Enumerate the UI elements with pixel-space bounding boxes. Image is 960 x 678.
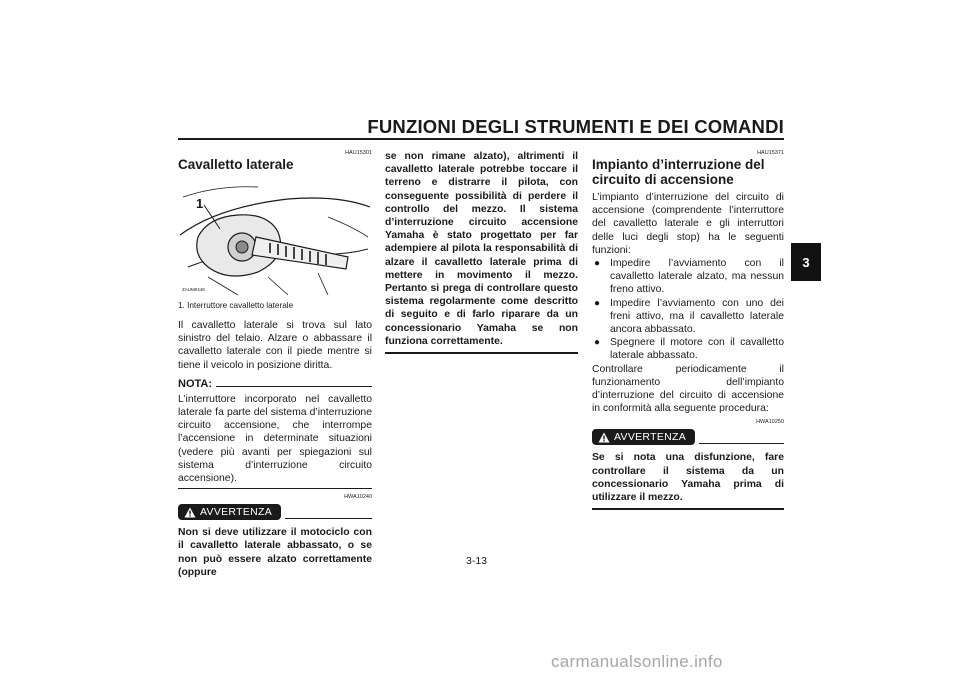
figure-callout-label: 1 [196, 196, 204, 211]
warning-end-rule [592, 508, 784, 510]
warning-text-continued: se non rimane alzato), altrimenti il cavalletto laterale potrebbe toccare il terreno e distrarre il pilota, con conseguente possibilità di perdere il controllo del mezzo. Il sistema d’interruzione circuito accensione Yamaha è stato progettato per far adempiere al pilota la responsabilità di alzare il cavalletto laterale prima di mettere in movimento il mezzo. Pertanto si prega di controllare questo sistema regolarmente come descritto di seguito e di farlo riparare da un concessionario Yamaha se non funziona correttamente. [385, 151, 578, 347]
warning-badge [592, 429, 695, 445]
section-code: HAU15371 [757, 150, 784, 156]
list-item: ● Impedire l’avviamento con il cavalletto laterale alzato, ma nessun freno attivo. [594, 258, 784, 296]
page-title: FUNZIONI DEGLI STRUMENTI E DEI COMANDI [367, 116, 784, 137]
column-middle [385, 150, 578, 354]
list-item: ● Spegnere il motore con il cavalletto laterale abbassato. [594, 337, 784, 362]
ignition-intro: L’impianto d’interruzione del circuito di accensione (comprendente l’interruttore del cavalletto laterale e gli interruttori delle luci degli stop) ha le seguenti funzioni: [592, 192, 784, 256]
side-stand-body: Il cavalletto laterale si trova sul lato sinistro del telaio. Alzare o abbassare il cavalletto laterale con il piede mentre si tiene il veicolo in posizione diritta. [178, 320, 372, 371]
warning-header [178, 504, 372, 520]
column-right [592, 150, 784, 510]
warning-end-rule [385, 352, 578, 354]
function-list [592, 257, 784, 363]
bullet-icon: ● [594, 297, 601, 309]
bullet-icon: ● [594, 258, 601, 270]
title-rule [178, 138, 784, 140]
warning-text: Se si nota una disfunzione, fare controllare il sistema da un concessionario Yamaha prima di utilizzare il mezzo. [592, 452, 784, 504]
section-title-side-stand: Cavalletto laterale [178, 157, 294, 172]
warning-header [592, 429, 784, 445]
warning-code: HWA10240 [344, 494, 372, 501]
figure-code: ZAUM0448 [182, 287, 205, 292]
bullet-icon: ● [594, 337, 601, 349]
list-item: ● Impedire l’avviamento con uno dei freni attivo, ma il cavalletto laterale ancora abbassato. [594, 297, 784, 336]
chapter-tab: 3 [791, 243, 821, 281]
warning-badge [178, 504, 281, 520]
warning-text: Non si deve utilizzare il motociclo con il cavalletto laterale abbassato, o se non può essere alzato correttamente (oppure [178, 527, 372, 578]
section-code: HAU15301 [345, 150, 372, 156]
figure-caption: 1. Interruttore cavalletto laterale [178, 301, 294, 310]
warning-label: AVVERTENZA [614, 431, 687, 444]
nota-header [178, 378, 372, 390]
page-number: 3-13 [466, 555, 488, 567]
warning-triangle-icon [184, 507, 196, 518]
column-left [178, 150, 372, 579]
warning-label: AVVERTENZA [200, 506, 273, 519]
nota-text: L’interruttore incorporato nel cavalletto laterale fa parte del sistema d’interruzione circuito accensione, che interrompe l’accensione in determinate situazioni (vedere più avanti per spiegazioni sul sistema d’interruzione circuito accensione). [178, 393, 372, 485]
side-stand-illustration-icon [178, 177, 372, 297]
nota-line [216, 386, 372, 387]
warning-triangle-icon [598, 432, 610, 443]
warning-line [699, 443, 784, 444]
warning-line [285, 518, 372, 519]
warning-code: HWA10250 [756, 419, 784, 426]
section-title-ignition-cutoff: Impianto d’interruzione del circuito di accensione [592, 157, 765, 187]
watermark: carmanualsonline.info [551, 652, 723, 671]
nota-end-rule [178, 488, 372, 489]
side-stand-figure [178, 177, 372, 297]
nota-label: NOTA: [178, 377, 213, 390]
ignition-check-text: Controllare periodicamente il funzionamento dell’impianto d’interruzione del circuito di accensione in conformità alla seguente procedura: [592, 363, 784, 415]
